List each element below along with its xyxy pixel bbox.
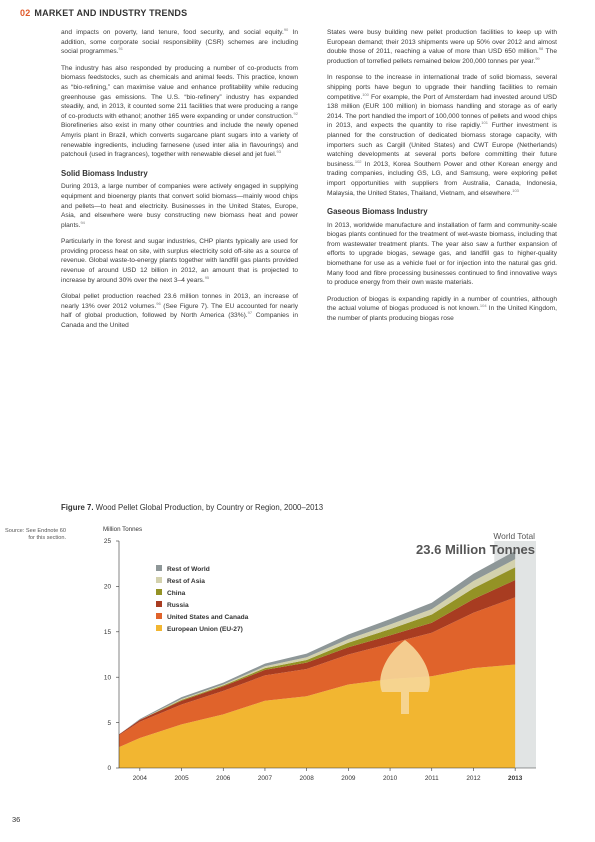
legend-swatch [156, 589, 162, 595]
endnote-ref[interactable]: 90 [283, 26, 289, 32]
paragraph: In response to the increase in international trade of solid biomass, several shipping ports have begun to upgrade their handling facilities to remain competitive.$^{100}$ For example, the Port of Amsterdam had invested around USD 138 million (EUR 100 million) in biomass handling and storage as of early 2014. The port handled the import of 100,000 tonnes of pellets and wood chips in 2013, and expects the quantity to rise rapidly.$^{101}$ Further investment is planned for the construction of dedicated biomass storage capacity, with importers such as Cargill (United States) and CWT Europe (Netherlands) watching developments at several ports before committing their future business.$^{102}$ In 2013, Korea Southern Power and other Korean energy and trading companies, including GS, LG, and Samsung, were exploring pellet import opportunities with suppliers from Australia, Canada, Indonesia, Malaysia, the United States, Thailand, Vietnam, and elsewhere.$^{103}$ [327, 74, 557, 197]
endnote-ref[interactable]: 97 [247, 310, 253, 316]
x-tick-label: 2004 [132, 775, 147, 782]
legend-swatch [156, 625, 162, 631]
section-number: 02 [20, 8, 31, 18]
paragraph: States were busy building new pellet production facilities to keep up with European demand; their 2013 shipments were up 50% over 2012 and almost double those of 2011, reaching a value of more than USD 650 million.$^{98}$ The production of torrefied pellets remained below 200,000 tonnes per year.$^{99}$ [327, 29, 557, 65]
section-heading: Solid Biomass Industry [61, 168, 148, 178]
endnote-ref[interactable]: 94 [80, 219, 85, 225]
y-tick-label: 5 [107, 719, 111, 727]
paragraph: Global pellet production reached 23.6 million tonnes in 2013, an increase of nearly 13% over 2012 volumes.$^{96}$ (See Figure 7). The EU accounted for nearly half of global production, followed by North America (33%).$^{97}$ Companies in Canada and the United [61, 293, 298, 330]
figure-label: Figure 7. [61, 503, 94, 512]
x-tick-label: 2006 [216, 775, 231, 782]
endnote-ref[interactable]: 91 [118, 46, 123, 51]
x-tick-label: 2013 [508, 775, 523, 782]
legend-entry: China [167, 589, 186, 597]
paragraph: During 2013, a large number of companies were actively engaged in supplying equipment and bioenergy plants that convert solid biomass—mainly wood chips and pellets—to heat and electricity. Businesses in the United States, Europe, Asia, and elsewhere were busy constructing new biomass heat and power plants.$^{94}$ [61, 183, 298, 229]
endnote-ref[interactable]: 99 [535, 55, 540, 61]
y-tick-label: 15 [103, 629, 111, 636]
paragraph: Production of biogas is expanding rapidly in a number of countries, although the actual volume of biogas produced is not known.$^{104}$ In the United Kingdom, the number of plants producing biogas rose [327, 295, 557, 323]
x-tick-label: 2012 [466, 775, 481, 782]
legend-entry: Rest of World [167, 565, 210, 573]
page-number: 36 [12, 815, 21, 824]
endnote-ref[interactable]: 103 [512, 187, 519, 193]
world-total-label: World Total [493, 531, 535, 541]
y-tick-label: 10 [103, 674, 111, 682]
endnote-ref[interactable]: 104 [479, 303, 487, 309]
y-tick-label: 25 [103, 538, 111, 546]
legend-entry: Russia [167, 601, 189, 609]
figure-source: Source: See Endnote 60 for this section. [5, 528, 66, 542]
paragraph: The industry has also responded by producing a number of co-products from biomass feedstocks, such as chemicals and animal feeds. This practice, known as “bio-refining,” can maximise value and enhance profitability while reducing greenhouse gas emissions. The U.S. “bio-refinery” industry has expanded steadily, and, in 2013, it counted some 211 facilities that were producing a range of co-products with ethanol; another 165 were expanding or under construction.$^{92}$ Biorefineries also exist in many other countries and include the newly opened Amyris plant in Brazil, which converts sugarcane plant sugars into a variety of renewable ingredients, including farnesene (used inter alia in flavourings) and patchouli (used in fragrances), together with renewable diesel and jet fuel.$^{93}$ [61, 64, 298, 159]
y-tick-label: 0 [107, 765, 111, 773]
endnote-ref[interactable]: 93 [276, 148, 281, 154]
x-tick-label: 2009 [341, 775, 356, 782]
legend-swatch [156, 613, 162, 619]
section-heading: Gaseous Biomass Industry [327, 207, 428, 217]
legend-entry: European Union (EU-27) [167, 625, 243, 633]
legend-swatch [156, 577, 162, 583]
endnote-ref[interactable]: 96 [156, 300, 161, 306]
legend-swatch [156, 565, 162, 571]
endnote-ref[interactable]: 102 [354, 158, 362, 164]
section-title: MARKET AND INDUSTRY TRENDS [34, 8, 188, 18]
paragraph: Particularly in the forest and sugar industries, CHP plants typically are used for providing process heat on site, with surplus electricity sold off-site as a source of revenue. Global waste-to-energy plants together with landfill gas plants provided revenue of around USD 12 billion in 2012, an amount that is projected to increase by around 30% over the next 3–4 years.$^{95}$ [61, 238, 298, 284]
paragraph: and impacts on poverty, land tenure, food security, and social equity.$^{90}$ In addition, some corporate social responsibility (CSR) schemes are including social programmes.$^{91}$ [61, 26, 298, 56]
paragraph: In 2013, worldwide manufacture and installation of farm and community-scale biogas plants continued for the treatment of wet-waste biomass, including that from wastewater treatment plants. The year also saw a further expansion of efforts to upgrade biogas, sewage gas, and landfill gas to higher-quality biomethane for use as a vehicle fuel or for injection into the natural gas grid. Many food and fibre processing businesses continued to find innovative ways to produce energy from their own waste materials. [327, 221, 557, 287]
x-tick-label: 2005 [174, 775, 189, 782]
legend-entry: Rest of Asia [167, 577, 205, 585]
y-axis-label: Million Tonnes [103, 526, 143, 533]
endnote-ref[interactable]: 92 [293, 110, 298, 116]
y-tick-label: 20 [103, 583, 111, 591]
endnote-ref[interactable]: 101 [481, 120, 488, 126]
legend-swatch [156, 601, 162, 607]
x-tick-label: 2010 [382, 775, 398, 782]
endnote-ref[interactable]: 100 [362, 91, 369, 97]
endnote-ref[interactable]: 95 [204, 274, 210, 280]
legend-entry: United States and Canada [167, 613, 249, 621]
x-tick-label: 2008 [299, 775, 314, 782]
figure-caption: Wood Pellet Global Production, by Country or Region, 2000–2013 [93, 503, 324, 512]
world-total-value: 23.6 Million Tonnes [416, 542, 535, 557]
x-tick-label: 2007 [257, 775, 273, 782]
x-tick-label: 2011 [424, 775, 439, 782]
endnote-ref[interactable]: 98 [538, 46, 544, 51]
